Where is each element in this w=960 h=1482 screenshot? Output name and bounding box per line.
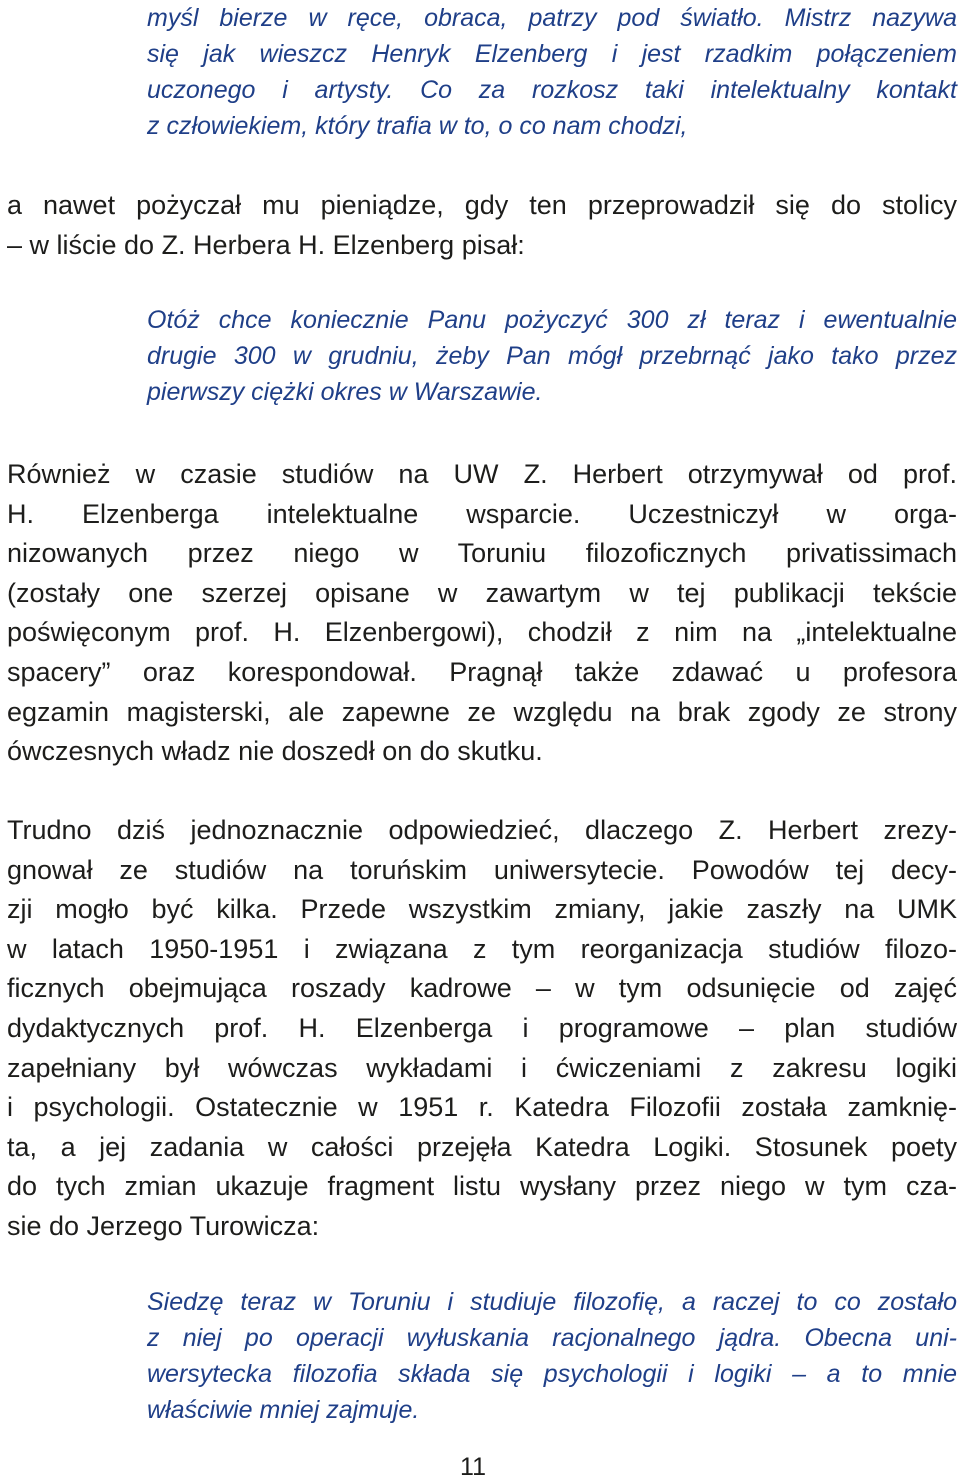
paragraph-line: nizowanych przez niego w Toruniu filozoficznych privatissimach xyxy=(7,538,957,569)
paragraph-loan xyxy=(7,186,957,265)
quote-line: pierwszy ciężki okres w Warszawie. xyxy=(147,378,543,406)
quote-line: Otóż chce koniecznie Panu pożyczyć 300 zł teraz i ewentualnie xyxy=(147,306,957,334)
quote-herbert-on-elzenberg xyxy=(147,0,957,144)
quote-line: się jak wieszcz Henryk Elzenberg i jest rzadkim połączeniem xyxy=(147,40,957,68)
paragraph-line: H. Elzenberga intelektualne wsparcie. Uczestniczył w orga- xyxy=(7,498,957,529)
quote-line: myśl bierze w ręce, obraca, patrzy pod światło. Mistrz nazywa xyxy=(147,4,957,32)
quote-line: z człowiekiem, który trafia w to, o co nam chodzi, xyxy=(147,112,688,140)
paragraph-line: – w liście do Z. Herbera H. Elzenberg pisał: xyxy=(7,229,525,260)
paragraph-line: (zostały one szerzej opisane w zawartym w tej publikacji tekście xyxy=(7,577,957,608)
paragraph-line: do tych zmian ukazuje fragment listu wysłany przez niego w tym cza- xyxy=(7,1171,957,1202)
paragraph-line: zapełniany był wówczas wykładami i ćwiczeniami z zakresu logiki xyxy=(7,1052,957,1083)
quote-line: z niej po operacji wyłuskania racjonalnego jądra. Obecna uni- xyxy=(147,1324,957,1352)
quote-line: drugie 300 w grudniu, żeby Pan mógł przebrnąć jako tako przez xyxy=(147,342,957,370)
paragraph-line: zji mogło być kilka. Przede wszystkim zmiany, jakie zaszły na UMK xyxy=(7,894,957,925)
paragraph-line: Również w czasie studiów na UW Z. Herbert otrzymywał od prof. xyxy=(7,459,957,489)
paragraph-line: i psychologii. Ostatecznie w 1951 r. Katedra Filozofii została zamknię- xyxy=(7,1092,957,1123)
paragraph-support xyxy=(7,455,957,772)
paragraph-resignation xyxy=(7,811,957,1247)
paragraph-line: ówczesnych władz nie doszedł on do skutku. xyxy=(7,736,543,767)
paragraph-line: ficznych obejmująca roszady kadrowe – w tym odsunięcie od zajęć xyxy=(7,973,957,1004)
quote-line: właściwie mniej zajmuje. xyxy=(147,1396,420,1424)
paragraph-line: dydaktycznych prof. H. Elzenberga i programowe – plan studiów xyxy=(7,1012,957,1043)
quote-line: wersytecka filozofia składa się psychologii i logiki – a to mnie xyxy=(147,1360,957,1388)
paragraph-line: ta, a jej zadania w całości przejęła Katedra Logiki. Stosunek poety xyxy=(7,1131,957,1162)
page-number: 11 xyxy=(460,1453,486,1481)
paragraph-line: a nawet pożyczał mu pieniądze, gdy ten przeprowadził się do stolicy xyxy=(7,190,957,220)
quote-line: uczonego i artysty. Co za rozkosz taki intelektualny kontakt xyxy=(147,76,957,104)
quote-elzenberg-loan xyxy=(147,302,957,410)
paragraph-line: w latach 1950-1951 i związana z tym reorganizacja studiów filozo- xyxy=(7,933,957,964)
paragraph-line: egzamin magisterski, ale zapewne ze względu na brak zgody ze strony xyxy=(7,696,957,727)
paragraph-line: poświęconym prof. H. Elzenbergowi), chodził z nim na „intelektualne xyxy=(7,617,957,648)
paragraph-line: Trudno dziś jednoznacznie odpowiedzieć, dlaczego Z. Herbert zrezy- xyxy=(7,815,957,845)
quote-line: Siedzę teraz w Toruniu i studiuje filozofię, a raczej to co zostało xyxy=(147,1288,957,1316)
paragraph-line: gnował ze studiów na toruńskim uniwersytecie. Powodów tej decy- xyxy=(7,854,957,885)
paragraph-line: spacery” oraz korespondował. Pragnął także zdawać u profesora xyxy=(7,656,957,687)
paragraph-line: sie do Jerzego Turowicza: xyxy=(7,1210,320,1241)
quote-letter-to-turowicz xyxy=(147,1284,957,1428)
